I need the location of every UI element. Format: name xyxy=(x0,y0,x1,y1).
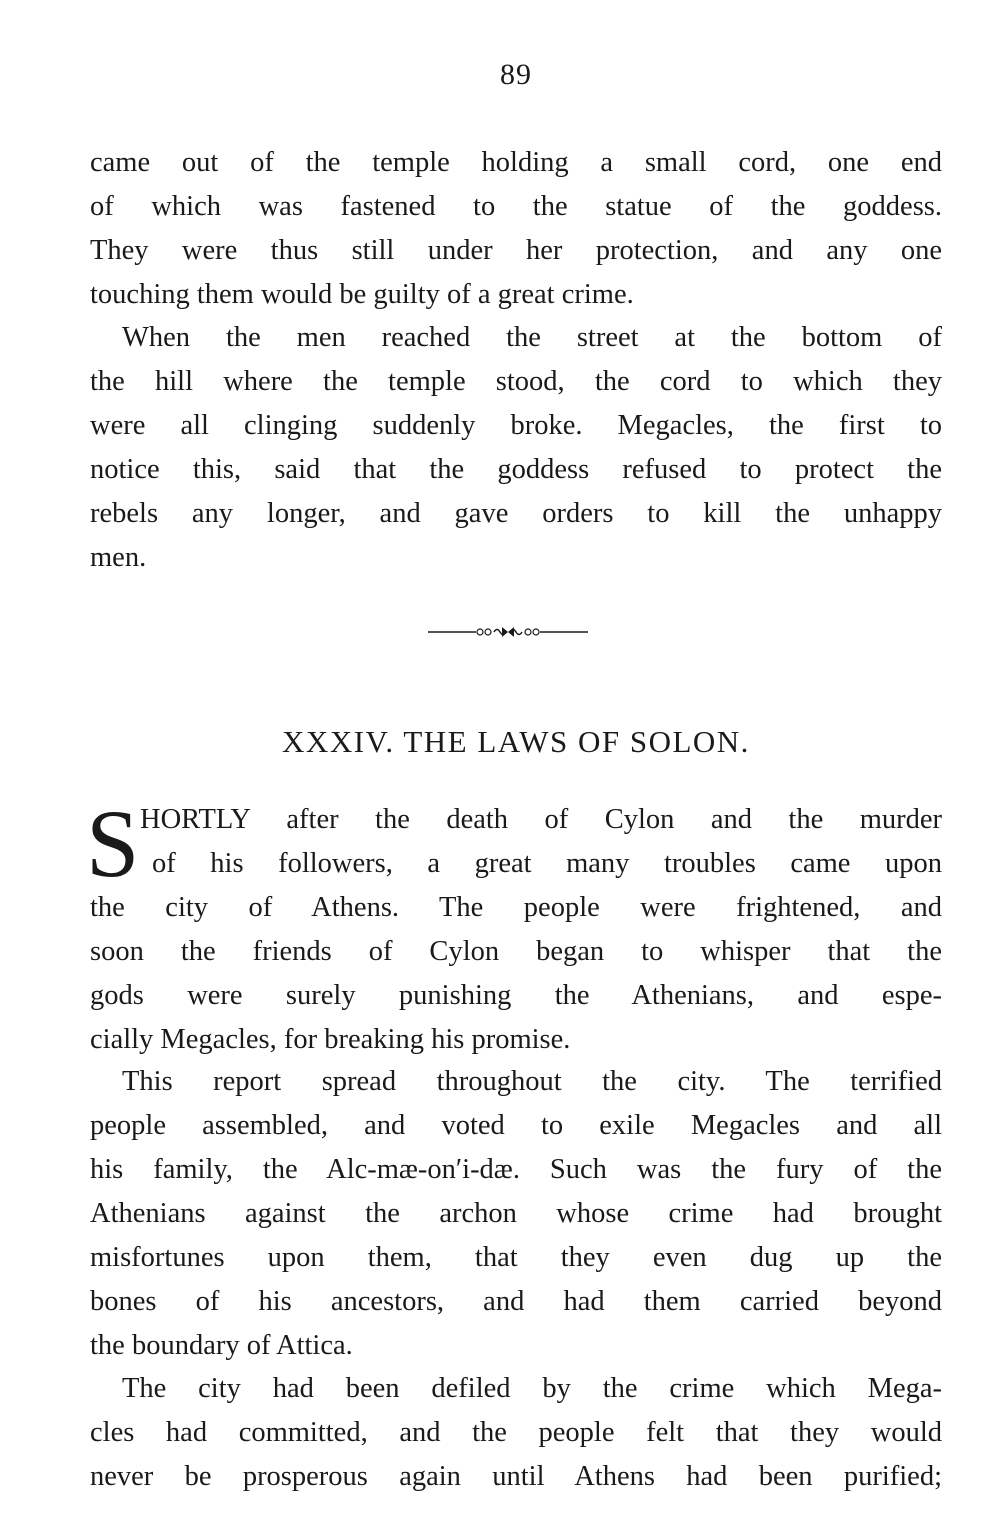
text-line: his family, the Alc-mæ-on′i-dæ. Such was the fury of the xyxy=(90,1154,942,1185)
text-line: HORTLY after the death of Cylon and the murder xyxy=(140,804,942,835)
text-line: the city of Athens. The people were frightened, and xyxy=(90,892,942,923)
paragraph-5 xyxy=(90,1367,942,1499)
text-line: were all clinging suddenly broke. Megacles, the first to xyxy=(90,410,942,441)
text-line: When the men reached the street at the bottom of xyxy=(122,322,942,353)
text-line: The city had been defiled by the crime which Mega- xyxy=(122,1373,942,1404)
text-line: came out of the temple holding a small cord, one end xyxy=(90,147,942,178)
chapter-heading: XXXIV. THE LAWS OF SOLON. xyxy=(282,724,750,759)
paragraph-1 xyxy=(90,141,942,317)
text-line: men. xyxy=(90,542,147,573)
text-line: misfortunes upon them, that they even dug up the xyxy=(90,1242,942,1273)
text-line: of his followers, a great many troubles came upon xyxy=(152,848,942,879)
text-line: rebels any longer, and gave orders to kill the unhappy xyxy=(90,498,942,529)
text-line: of which was fastened to the statue of the goddess. xyxy=(90,191,942,222)
drop-cap: S xyxy=(86,790,140,897)
text-line: They were thus still under her protection, and any one xyxy=(90,235,942,266)
paragraph-4 xyxy=(90,1060,942,1368)
page-number: 89 xyxy=(500,58,532,91)
paragraph-3 xyxy=(86,790,942,1062)
text-line: notice this, said that the goddess refused to protect the xyxy=(90,454,942,485)
text-line: touching them would be guilty of a great crime. xyxy=(90,279,634,310)
text-line: never be prosperous again until Athens had been purified; xyxy=(90,1461,942,1492)
text-line: the hill where the temple stood, the cord to which they xyxy=(90,366,942,397)
text-line: gods were surely punishing the Athenians, and espe- xyxy=(90,980,942,1011)
text-line: cially Megacles, for breaking his promise. xyxy=(90,1024,571,1055)
text-line: cles had committed, and the people felt that they would xyxy=(90,1417,942,1448)
text-line: bones of his ancestors, and had them carried beyond xyxy=(90,1286,942,1317)
decorative-rule-icon xyxy=(428,624,588,640)
text-line: soon the friends of Cylon began to whisper that the xyxy=(90,936,942,967)
text-line: people assembled, and voted to exile Megacles and all xyxy=(90,1110,942,1141)
text-line: Athenians against the archon whose crime had brought xyxy=(90,1198,942,1229)
paragraph-2 xyxy=(90,316,942,580)
book-page xyxy=(86,0,942,1521)
text-line: This report spread throughout the city. The terrified xyxy=(122,1066,942,1097)
text-line: the boundary of Attica. xyxy=(90,1330,353,1361)
